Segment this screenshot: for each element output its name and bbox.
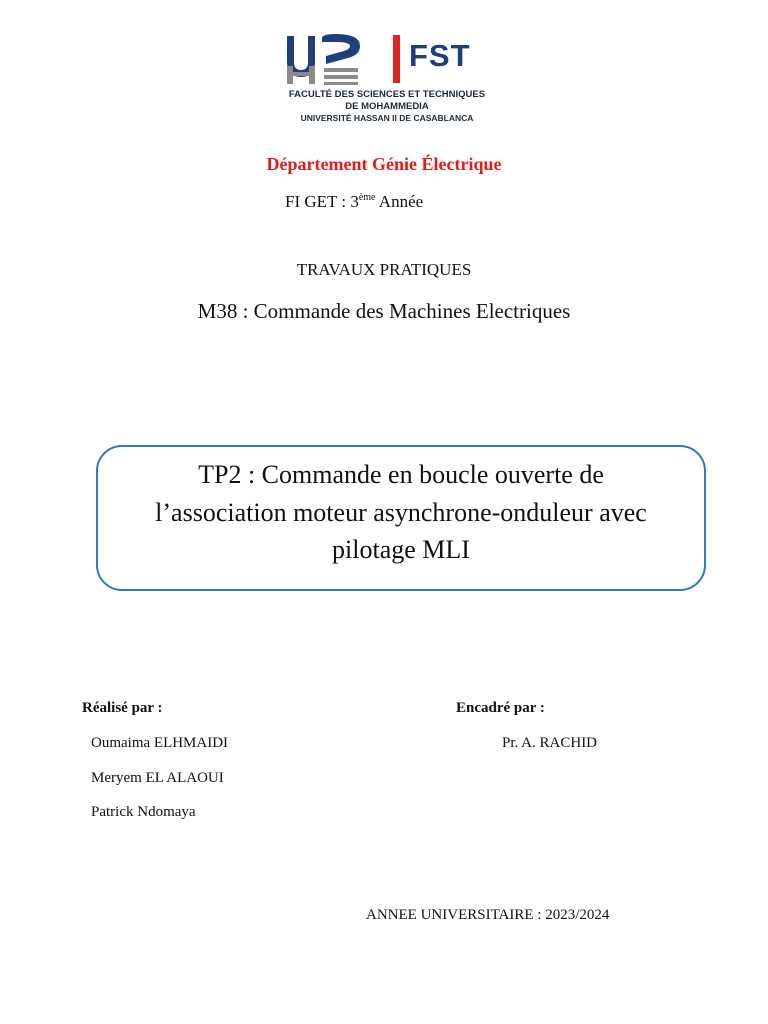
logo-caption-line-3: UNIVERSITÉ HASSAN II DE CASABLANCA xyxy=(300,113,474,123)
tp-title-line-3: pilotage MLI xyxy=(332,535,470,564)
academic-year: ANNEE UNIVERSITAIRE : 2023/2024 xyxy=(366,907,610,923)
travaux-pratiques-label: TRAVAUX PRATIQUES xyxy=(296,260,472,279)
year-suffix: Année xyxy=(375,192,424,211)
logo-caption-line-2: DE MOHAMMEDIA xyxy=(345,101,429,112)
year-prefix: FI GET : 3 xyxy=(285,192,359,211)
fst-text: FST xyxy=(409,38,471,73)
author-name-1: Oumaima ELHMAIDI xyxy=(91,735,229,751)
institution-logo xyxy=(282,32,502,128)
tp-title-line-1: TP2 : Commande en boucle ouverte de xyxy=(198,460,604,489)
logo-caption-line-1: FACULTÉ DES SCIENCES ET TECHNIQUES xyxy=(288,89,486,100)
supervisor-name: Pr. A. RACHID xyxy=(502,735,598,751)
supervisor-label: Encadré par : xyxy=(456,700,545,716)
tp-title-line-2: l’association moteur asynchrone-onduleur avec xyxy=(155,498,647,527)
module-title: M38 : Commande des Machines Electriques xyxy=(197,299,571,323)
department-title: Département Génie Électrique xyxy=(266,154,502,174)
author-name-2: Meryem EL ALAOUI xyxy=(91,770,224,786)
author-name-3: Patrick Ndomaya xyxy=(91,804,196,820)
program-year xyxy=(285,192,423,212)
authors-label: Réalisé par : xyxy=(82,700,163,716)
year-superscript: ème xyxy=(358,192,376,203)
